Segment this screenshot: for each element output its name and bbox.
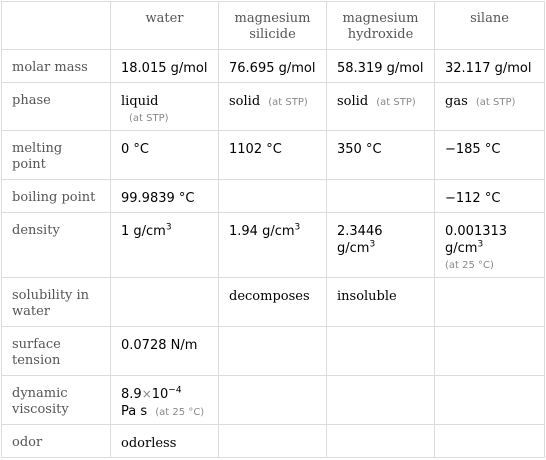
cell-silane-phase <box>435 83 545 131</box>
table-row <box>2 83 545 131</box>
cell-silane-melting-point: −185 °C <box>435 131 545 180</box>
cell-magnesium-hydroxide-density <box>327 213 435 278</box>
phase-note: (at STP) <box>475 97 516 108</box>
density-value: 2.3446 g/cm <box>337 224 383 256</box>
cell-water-phase <box>111 83 219 131</box>
density-exponent: 3 <box>477 239 484 250</box>
cell-water-molar-mass: 18.015 g/mol <box>111 50 219 83</box>
phase-value: liquid <box>121 94 159 109</box>
table-row <box>2 376 545 425</box>
cell-magnesium-hydroxide-boiling-point <box>327 180 435 213</box>
cell-silane-boiling-point: −112 °C <box>435 180 545 213</box>
column-header-water: water <box>111 2 219 50</box>
phase-value: solid <box>337 94 369 109</box>
cell-magnesium-hydroxide-odor <box>327 425 435 458</box>
column-header-magnesium-silicide: magnesium silicide <box>219 2 327 50</box>
properties-table <box>1 1 545 458</box>
cell-silane-molar-mass: 32.117 g/mol <box>435 50 545 83</box>
cell-magnesium-silicide-boiling-point <box>219 180 327 213</box>
table-row <box>2 180 545 213</box>
row-label-phase: phase <box>2 83 111 131</box>
cell-water-density <box>111 213 219 278</box>
row-label-melting-point: melting point <box>2 131 111 180</box>
viscosity-base: 10 <box>151 387 169 402</box>
column-header-silane: silane <box>435 2 545 50</box>
viscosity-mantissa: 8.9 <box>121 387 142 402</box>
table-row <box>2 327 545 376</box>
table-row <box>2 131 545 180</box>
cell-magnesium-hydroxide-surface-tension <box>327 327 435 376</box>
cell-water-surface-tension: 0.0728 N/m <box>111 327 219 376</box>
density-exponent: 3 <box>165 222 172 233</box>
row-label-molar-mass: molar mass <box>2 50 111 83</box>
row-label-boiling-point: boiling point <box>2 180 111 213</box>
table-row <box>2 278 545 327</box>
density-exponent: 3 <box>369 239 376 250</box>
cell-magnesium-silicide-surface-tension <box>219 327 327 376</box>
cell-silane-solubility <box>435 278 545 327</box>
phase-note: (at STP) <box>129 113 169 124</box>
density-exponent: 3 <box>294 222 301 233</box>
table-row <box>2 425 545 458</box>
density-value: 0.001313 <box>445 224 508 239</box>
cell-magnesium-hydroxide-phase <box>327 83 435 131</box>
header-row <box>2 2 545 50</box>
cell-silane-surface-tension <box>435 327 545 376</box>
table-row <box>2 213 545 278</box>
viscosity-unit: Pa s <box>121 404 148 419</box>
times-sign: × <box>141 387 152 401</box>
phase-value: solid <box>229 94 261 109</box>
cell-water-melting-point: 0 °C <box>111 131 219 180</box>
cell-magnesium-silicide-dynamic-viscosity <box>219 376 327 425</box>
cell-silane-odor <box>435 425 545 458</box>
cell-magnesium-hydroxide-molar-mass: 58.319 g/mol <box>327 50 435 83</box>
cell-water-solubility <box>111 278 219 327</box>
cell-magnesium-hydroxide-dynamic-viscosity <box>327 376 435 425</box>
row-label-density: density <box>2 213 111 278</box>
table-row <box>2 50 545 83</box>
density-unit: g/cm <box>445 241 478 256</box>
density-note: (at 25 °C) <box>445 260 494 271</box>
cell-magnesium-hydroxide-solubility: insoluble <box>327 278 435 327</box>
viscosity-note: (at 25 °C) <box>155 407 205 418</box>
cell-silane-density <box>435 213 545 278</box>
phase-note: (at STP) <box>268 97 308 108</box>
row-label-odor: odor <box>2 425 111 458</box>
phase-value: gas <box>445 94 468 109</box>
row-label-dynamic-viscosity: dynamic viscosity <box>2 376 111 425</box>
cell-water-odor: odorless <box>111 425 219 458</box>
density-value: 1 g/cm <box>121 224 166 239</box>
cell-magnesium-hydroxide-melting-point: 350 °C <box>327 131 435 180</box>
cell-magnesium-silicide-density <box>219 213 327 278</box>
cell-magnesium-silicide-phase <box>219 83 327 131</box>
column-header-magnesium-hydroxide: magnesium hydroxide <box>327 2 435 50</box>
density-value: 1.94 g/cm <box>229 224 295 239</box>
phase-note: (at STP) <box>376 97 416 108</box>
cell-magnesium-silicide-solubility: decomposes <box>219 278 327 327</box>
cell-silane-dynamic-viscosity <box>435 376 545 425</box>
cell-magnesium-silicide-molar-mass: 76.695 g/mol <box>219 50 327 83</box>
cell-magnesium-silicide-odor <box>219 425 327 458</box>
cell-magnesium-silicide-melting-point: 1102 °C <box>219 131 327 180</box>
row-label-solubility: solubility in water <box>2 278 111 327</box>
cell-water-dynamic-viscosity <box>111 376 219 425</box>
row-label-surface-tension: surface tension <box>2 327 111 376</box>
corner-cell <box>2 2 111 50</box>
cell-water-boiling-point: 99.9839 °C <box>111 180 219 213</box>
viscosity-exponent: −4 <box>168 385 182 396</box>
